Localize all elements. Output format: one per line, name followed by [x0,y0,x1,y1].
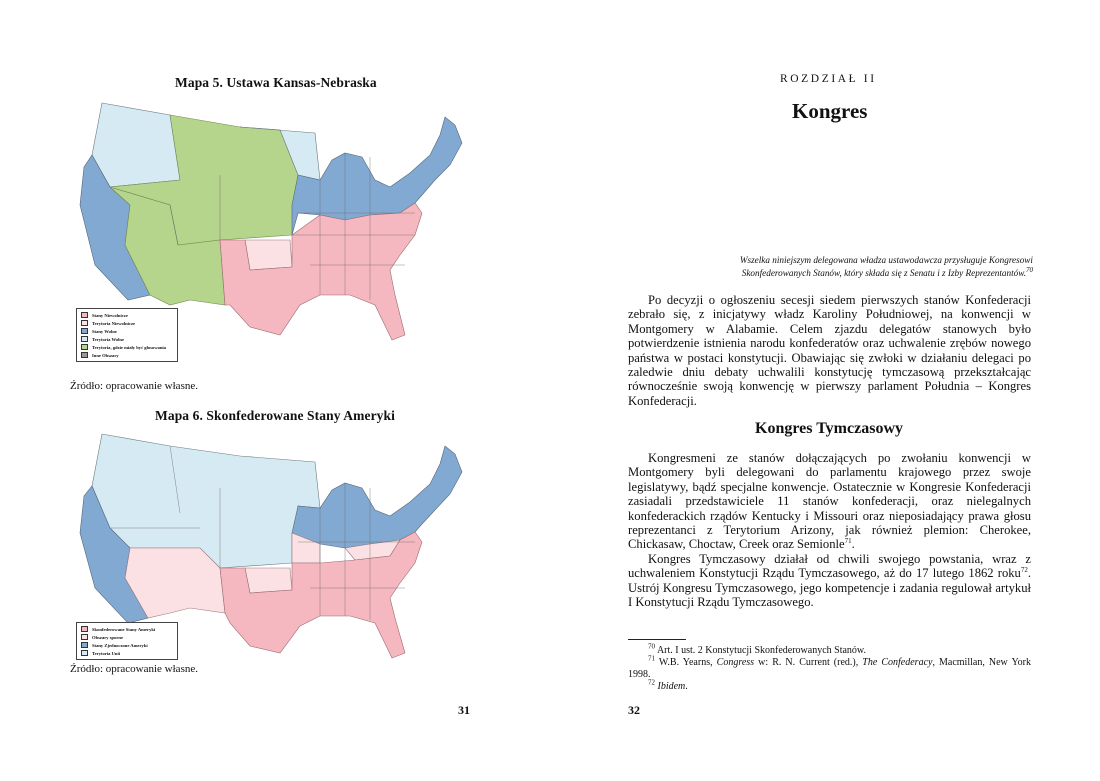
paragraph-3-text-a: Kongres Tymczasowy działał od chwili swojego powstania, wraz z uchwaleniem Konstytucji Rządu Tymczasowego, aż do 17 lutego 1862 roku [628,551,1031,581]
paragraph-3 [628,552,1031,610]
footnote-70-num: 70 [648,642,655,651]
footnote-ref-72: 72 [1020,566,1028,575]
footnote-71-author: W.B. Yearns, [658,657,717,668]
footnote-70-text: Art. I ust. 2 Konstytucji Skonfederowanych Stanów. [656,645,866,656]
epigraph-line-2 [648,267,1033,280]
footnote-72-num: 72 [648,678,655,687]
legend-label: Terytoria Niewolnicze [92,320,136,326]
footnote-ref-70: 70 [1026,265,1033,274]
legend-swatch [81,320,88,326]
footnote-ref-71: 71 [844,537,852,546]
epigraph-line-2-text: Skonfederowanych Stanów, który składa się z Senatu i z Izby Reprezentantów. [741,267,1026,278]
footnote-71-book: The Confederacy [862,657,933,668]
legend-swatch [81,650,88,656]
paragraph-1 [628,293,1031,408]
map6-legend-item [81,633,173,641]
map6-region-indian-territory-disputed [245,568,292,593]
map6-title: Mapa 6. Skonfederowane Stany Ameryki [155,408,395,423]
footnote-71-editor: w: R. N. Current (red.), [754,657,863,668]
footnote-71-title: Congress [716,657,755,668]
legend-label: Inne Obszary [92,352,119,358]
legend-label: Stany Niewolnicze [92,312,128,318]
footnote-70 [628,642,1031,657]
map5-region-indian-territory [245,240,292,270]
paragraph-2: Kongresmeni ze stanów dołączających po zwołaniu konwencji w Montgomery byli delegowani do parlamentu krajowego przez swoje legislatywy, bądź specjalne konwencje. Ostatecznie w Kongresie Konfederacji zasiadali przedstawiciele 11 stanów konfederacji, oraz nielegalnych konfederackich rządów Kentucky i Missouri oraz nieposiadający prawa głosu reprezentanci z Terytorium Arizony, jak również plemion: Cherokee, Chickasaw, Choctaw, Creek oraz Semionle$^{71}$. [628,451,1031,552]
legend-swatch [81,344,88,350]
map5-legend-item [81,343,173,351]
legend-label: Stany Zjednoczone Ameryki [92,642,148,648]
footnote-71 [628,654,1032,681]
map5-source: Źródło: opracowanie własne. [70,380,198,392]
footnote-71-num: 71 [648,654,655,663]
map6-legend-item [81,625,173,633]
footnote-divider [628,639,686,640]
section-title: Kongres Tymczasowy [755,420,903,437]
chapter-label: ROZDZIAŁ II [780,73,877,85]
map5-legend [76,308,178,362]
map5-legend-item [81,311,173,319]
page-number-left: 31 [458,703,470,717]
legend-label: Terytoria Wolne [92,336,125,342]
paragraph-2-text: Kongresmeni ze stanów dołączających po zwołaniu konwencji w Montgomery byli delegowani do parlamentu krajowego przez swoje legislatywy, bądź specjalne konwencje. Ostatecznie w Kongresie Konfederacji zasiadali przedstawiciele 11 stanów konfederacji, oraz nielegalnych konfederackich rządów Kentucky i Missouri oraz nieposiadający prawa głosu reprezentanci z Terytorium Arizony, jak również plemion: Cherokee, Chickasaw, Choctaw, Creek oraz Semionle [628,451,1031,552]
page-number-right: 32 [628,703,640,717]
map5-legend-item [81,327,173,335]
map5-legend-item [81,335,173,343]
paragraph-3-text-b: . Ustrój Kongresu Tymczasowego, jego kompetencje i zadania regulował artykuł I Konstytucji Rządu Tymczasowego. [628,566,1031,610]
right-page [550,0,1100,781]
legend-swatch [81,328,88,334]
map6-legend [76,622,178,660]
map5-title: Mapa 5. Ustawa Kansas-Nebraska [175,75,377,90]
map6-source: Źródło: opracowanie własne. [70,663,198,675]
footnotes [628,642,1032,693]
legend-label: Terytoria Unii [92,650,121,656]
map5-legend-item [81,319,173,327]
legend-swatch [81,352,88,358]
legend-swatch [81,312,88,318]
legend-label: Skonfederowane Stany Ameryki [92,626,156,632]
legend-swatch [81,634,88,640]
legend-label: Stany Wolne [92,328,117,334]
legend-label: Obszary sporne [92,634,124,640]
footnote-71-publisher: , Macmillan, New York 1998. [628,657,1032,680]
footnote-72: $^{72}$ Ibidem. [648,678,688,692]
footnote-72-text: Ibidem [657,681,686,692]
epigraph-line-1: Wszelka niniejszym delegowana władza ustawodawcza przysługuje Kongresowi [739,255,1033,265]
paragraph-1-text: Po decyzji o ogłoszeniu secesji siedem pierwszych stanów Konfederacji zebrało się, z inicjatywy władz Karoliny Południowej, na konwencji w Montgomery w Alabamie. Celem zjazdu delegatów stanowych było potwierdzenie istnienia narodu konfederatów oraz uchwalenie zrębów nowego państwa w postaci konstytucji. Obawiając się zwłoki w działaniu delegaci po zaledwie dniu debaty uchwalili konstytucję tymczasową przekształcając równocześnie swoją konwencję w pierwszy parlament Południa – Kongres Konfederacji. [628,293,1031,408]
paragraph-group [628,451,1031,609]
map6-legend-item [81,641,173,649]
epigraph [648,254,1033,279]
map5-region-northwest [92,103,180,187]
legend-label: Terytoria, gdzie miały być głosowania [92,344,166,350]
legend-swatch [81,626,88,632]
map6-legend-item [81,649,173,657]
chapter-title: Kongres [792,99,868,123]
legend-swatch [81,336,88,342]
legend-swatch [81,642,88,648]
map5-legend-item [81,351,173,359]
